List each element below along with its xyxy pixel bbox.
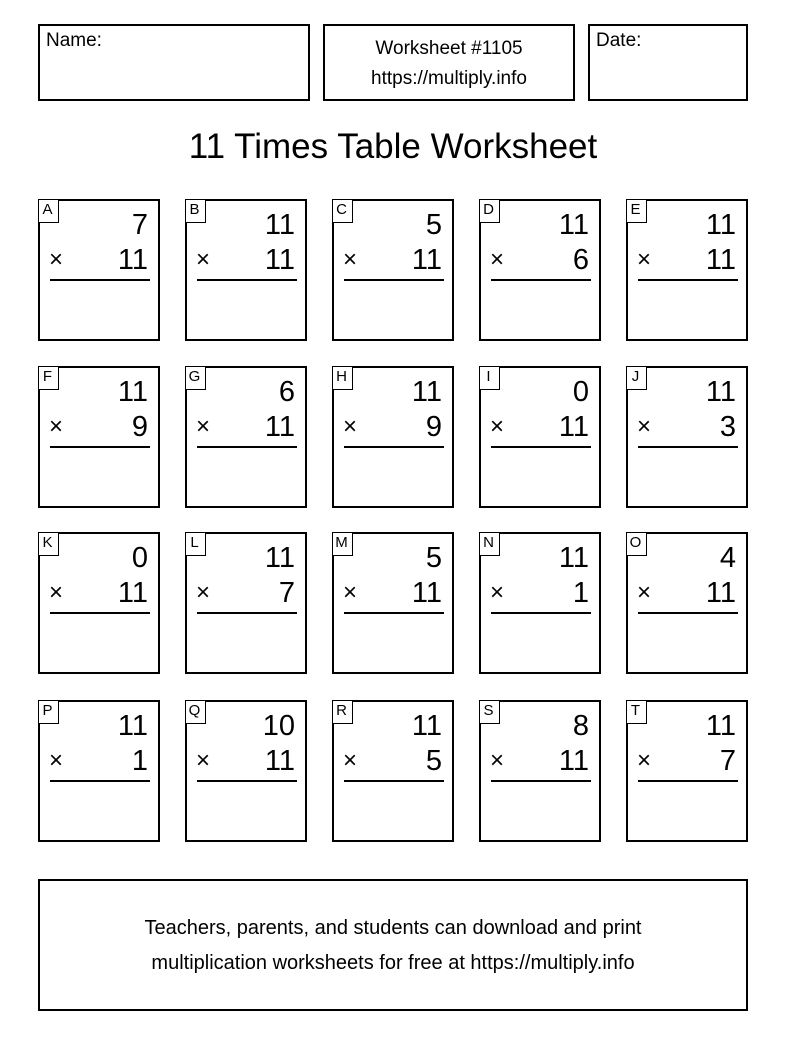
- multiplicand: 0: [131, 542, 148, 574]
- footer-text-line: Teachers, parents, and students can download and print: [144, 917, 642, 939]
- answer-line: [491, 446, 591, 448]
- problem-letter: R: [332, 700, 353, 724]
- times-icon: ×: [49, 246, 64, 273]
- multiplier: 7: [278, 577, 295, 609]
- problem-card[interactable]: [626, 532, 748, 674]
- answer-line: [344, 780, 444, 782]
- answer-line: [50, 612, 150, 614]
- problem-card[interactable]: [332, 366, 454, 508]
- problem-letter: S: [479, 700, 500, 724]
- problem-letter: G: [185, 366, 206, 390]
- answer-line: [638, 612, 738, 614]
- problem-letter: J: [626, 366, 647, 390]
- multiplicand: 11: [705, 710, 736, 742]
- problem-letter: D: [479, 199, 500, 223]
- times-icon: ×: [637, 747, 652, 774]
- times-icon: ×: [490, 413, 505, 440]
- multiplier: 11: [705, 244, 736, 276]
- times-icon: ×: [196, 413, 211, 440]
- multiplier: 5: [425, 745, 442, 777]
- problem-card[interactable]: [38, 532, 160, 674]
- multiplier: 11: [705, 577, 736, 609]
- problem-card[interactable]: [38, 700, 160, 842]
- footer-text-line: multiplication worksheets for free at https://multiply.info: [151, 952, 635, 974]
- multiplier: 11: [117, 244, 148, 276]
- problem-card[interactable]: [38, 199, 160, 341]
- problem-letter: P: [38, 700, 59, 724]
- multiplier: 11: [558, 411, 589, 443]
- problem-letter: F: [38, 366, 59, 390]
- multiplicand: 11: [264, 542, 295, 574]
- multiplier: 11: [411, 244, 442, 276]
- problem-letter: I: [479, 366, 500, 390]
- times-icon: ×: [49, 579, 64, 606]
- multiplier: 9: [131, 411, 148, 443]
- times-icon: ×: [343, 246, 358, 273]
- multiplier: 11: [411, 577, 442, 609]
- problem-letter: H: [332, 366, 353, 390]
- multiplier: 3: [719, 411, 736, 443]
- multiplicand: 11: [558, 542, 589, 574]
- times-icon: ×: [49, 413, 64, 440]
- problem-letter: O: [626, 532, 647, 556]
- times-icon: ×: [343, 747, 358, 774]
- multiplicand: 4: [719, 542, 736, 574]
- problem-letter: L: [185, 532, 206, 556]
- times-icon: ×: [637, 246, 652, 273]
- problem-letter: M: [332, 532, 353, 556]
- times-icon: ×: [490, 579, 505, 606]
- times-icon: ×: [196, 579, 211, 606]
- date-label: Date:: [596, 30, 642, 51]
- multiplicand: 5: [425, 209, 442, 241]
- multiplicand: 11: [411, 376, 442, 408]
- problem-card[interactable]: [332, 532, 454, 674]
- answer-line: [50, 780, 150, 782]
- answer-line: [197, 446, 297, 448]
- problem-letter: E: [626, 199, 647, 223]
- multiplicand: 11: [264, 209, 295, 241]
- answer-line: [50, 279, 150, 281]
- multiplier: 6: [572, 244, 589, 276]
- times-icon: ×: [196, 246, 211, 273]
- multiplier: 1: [572, 577, 589, 609]
- multiplicand: 11: [558, 209, 589, 241]
- problem-card[interactable]: [479, 700, 601, 842]
- problem-card[interactable]: [185, 366, 307, 508]
- problem-card[interactable]: [626, 199, 748, 341]
- multiplicand: 0: [572, 376, 589, 408]
- multiplier: 9: [425, 411, 442, 443]
- times-icon: ×: [490, 747, 505, 774]
- multiplicand: 11: [117, 376, 148, 408]
- problem-card[interactable]: [185, 700, 307, 842]
- problem-letter: Q: [185, 700, 206, 724]
- footer-note: [38, 879, 748, 1011]
- multiplicand: 10: [262, 710, 295, 742]
- answer-line: [344, 612, 444, 614]
- multiplicand: 7: [131, 209, 148, 241]
- page-title: 11 Times Table Worksheet: [188, 127, 598, 166]
- multiplier: 11: [558, 745, 589, 777]
- multiplicand: 11: [705, 376, 736, 408]
- answer-line: [197, 612, 297, 614]
- problem-card[interactable]: [185, 199, 307, 341]
- problem-letter: T: [626, 700, 647, 724]
- answer-line: [638, 279, 738, 281]
- problem-card[interactable]: [479, 532, 601, 674]
- times-icon: ×: [637, 413, 652, 440]
- times-icon: ×: [343, 579, 358, 606]
- name-label: Name:: [46, 30, 102, 51]
- worksheet-url: https://multiply.info: [371, 68, 527, 89]
- problem-card[interactable]: [626, 700, 748, 842]
- date-field[interactable]: [588, 24, 748, 101]
- answer-line: [344, 279, 444, 281]
- answer-line: [638, 780, 738, 782]
- multiplicand: 6: [278, 376, 295, 408]
- problem-card[interactable]: [479, 366, 601, 508]
- multiplicand: 11: [411, 710, 442, 742]
- answer-line: [491, 612, 591, 614]
- times-icon: ×: [343, 413, 358, 440]
- multiplicand: 11: [705, 209, 736, 241]
- answer-line: [197, 780, 297, 782]
- problem-card[interactable]: [626, 366, 748, 508]
- multiplicand: 11: [117, 710, 148, 742]
- multiplier: 11: [264, 244, 295, 276]
- answer-line: [344, 446, 444, 448]
- problem-letter: A: [38, 199, 59, 223]
- problem-letter: C: [332, 199, 353, 223]
- multiplicand: 8: [572, 710, 589, 742]
- problem-card[interactable]: [479, 199, 601, 341]
- times-icon: ×: [196, 747, 211, 774]
- multiplier: 11: [117, 577, 148, 609]
- multiplier: 1: [131, 745, 148, 777]
- problem-card[interactable]: [332, 199, 454, 341]
- problem-card[interactable]: [38, 366, 160, 508]
- problem-card[interactable]: [185, 532, 307, 674]
- name-field[interactable]: [38, 24, 310, 101]
- worksheet-info-box: [323, 24, 575, 101]
- answer-line: [491, 279, 591, 281]
- problem-letter: B: [185, 199, 206, 223]
- problem-letter: K: [38, 532, 59, 556]
- times-icon: ×: [49, 747, 64, 774]
- times-icon: ×: [637, 579, 652, 606]
- answer-line: [491, 780, 591, 782]
- multiplier: 11: [264, 411, 295, 443]
- multiplier: 7: [719, 745, 736, 777]
- problem-letter: N: [479, 532, 500, 556]
- answer-line: [50, 446, 150, 448]
- problem-card[interactable]: [332, 700, 454, 842]
- multiplicand: 5: [425, 542, 442, 574]
- answer-line: [197, 279, 297, 281]
- multiplier: 11: [264, 745, 295, 777]
- answer-line: [638, 446, 738, 448]
- worksheet-number: Worksheet #1105: [375, 38, 523, 59]
- times-icon: ×: [490, 246, 505, 273]
